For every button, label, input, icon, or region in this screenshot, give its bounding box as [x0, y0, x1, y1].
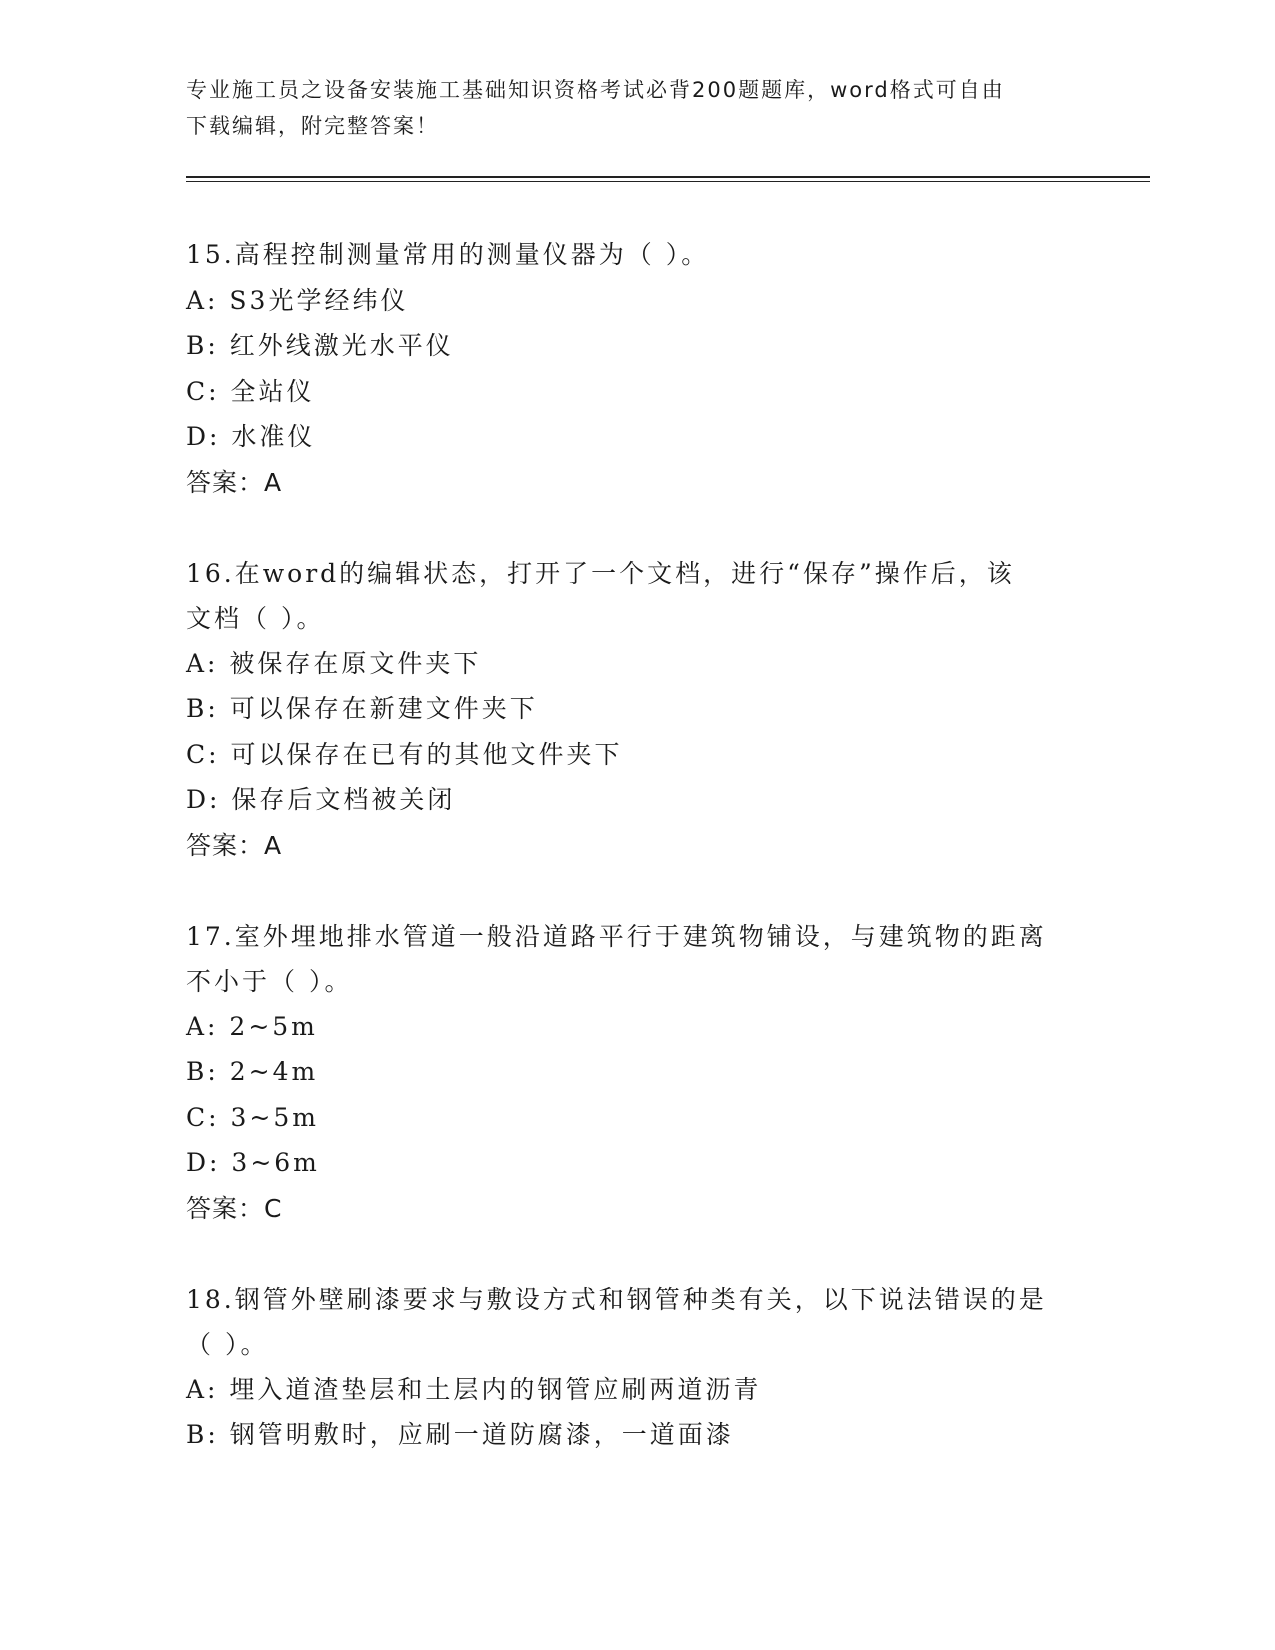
option-d: D: 3~6m: [186, 1148, 320, 1177]
option-b: B: 红外线激光水平仪: [186, 331, 454, 360]
option-b: B: 2~4m: [186, 1057, 319, 1086]
question-18: [186, 1277, 1076, 1458]
question-stem: 15.高程控制测量常用的测量仪器为（ ）。: [186, 240, 710, 269]
question-17: [186, 914, 1076, 1231]
header-divider-thick: [186, 176, 1150, 178]
option-b: B: 可以保存在新建文件夹下: [186, 694, 538, 723]
option-a: A: S3光学经纬仪: [186, 285, 409, 315]
option-b: B: 钢管明敷时，应刷一道防腐漆，一道面漆: [186, 1420, 734, 1449]
document-header: [186, 72, 1066, 144]
option-d: D: 保存后文档被关闭: [186, 785, 456, 814]
question-stem: 17.室外埋地排水管道一般沿道路平行于建筑物铺设，与建筑物的距离: [186, 921, 1047, 951]
question-16: [186, 551, 1076, 868]
answer: 答案：A: [186, 830, 283, 860]
question-list: [186, 232, 1076, 1504]
question-stem-continued: 不小于（ ）。: [186, 966, 353, 996]
option-a: A: 被保存在原文件夹下: [186, 648, 482, 678]
option-c: C: 3~5m: [186, 1102, 319, 1132]
option-c: C: 可以保存在已有的其他文件夹下: [186, 739, 623, 769]
header-line-2: 下载编辑，附完整答案！: [186, 114, 439, 138]
option-c: C: 全站仪: [186, 376, 315, 406]
question-stem: 18.钢管外壁刷漆要求与敷设方式和钢管种类有关，以下说法错误的是: [186, 1284, 1047, 1314]
answer: 答案：C: [186, 1193, 283, 1223]
answer: 答案：A: [186, 467, 283, 497]
option-a: A: 埋入道渣垫层和土层内的钢管应刷两道沥青: [186, 1374, 762, 1404]
option-a: A: 2~5m: [186, 1011, 318, 1041]
header-line-1: 专业施工员之设备安装施工基础知识资格考试必背200题题库，word格式可自由: [186, 78, 1005, 102]
option-d: D: 水准仪: [186, 422, 316, 451]
question-15: [186, 232, 1076, 505]
header-divider-thin: [186, 181, 1150, 182]
question-stem-continued: （ ）。: [186, 1329, 269, 1359]
question-stem: 16.在word的编辑状态，打开了一个文档，进行“保存”操作后，该: [186, 558, 1015, 588]
question-stem-continued: 文档（ ）。: [186, 603, 325, 633]
